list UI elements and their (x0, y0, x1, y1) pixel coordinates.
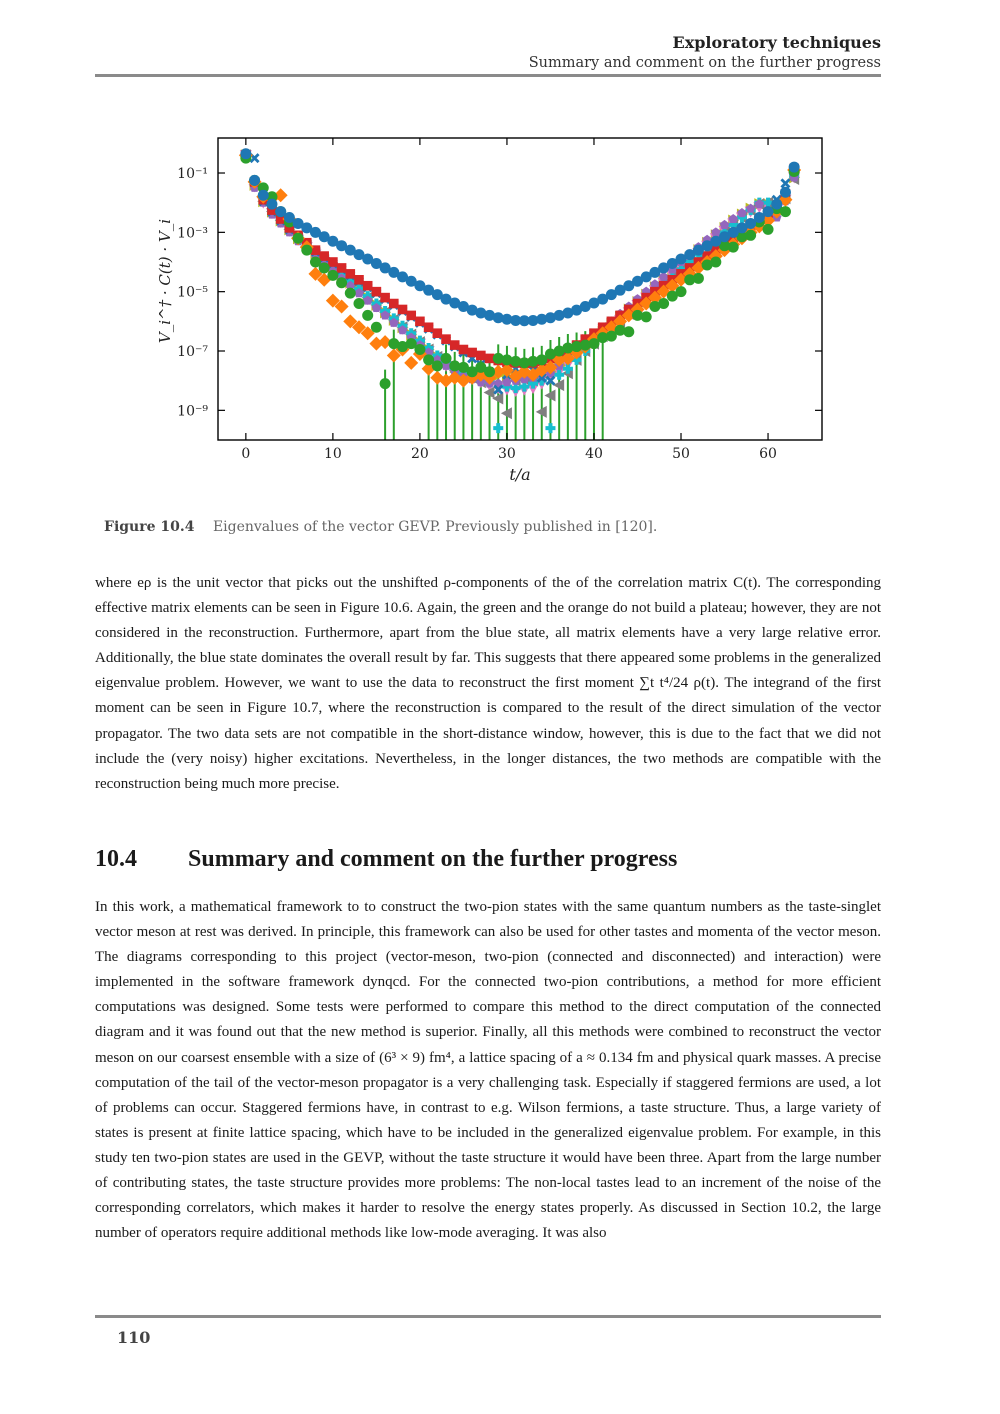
x-tick-label: 10 (323, 446, 342, 462)
data-point (354, 275, 364, 285)
series-state-1-blue-circle (240, 148, 799, 326)
data-point (780, 187, 791, 198)
figure-label: Figure 10.4 (104, 519, 195, 535)
data-point (266, 199, 277, 210)
plot-frame (218, 138, 822, 440)
series-state-5-green-circle (240, 153, 799, 389)
series-state-7-cyan-plus (241, 150, 799, 433)
data-point (728, 214, 738, 223)
data-point (676, 286, 687, 297)
y-axis-label: V_i^† · C(t) · V_i (156, 218, 174, 344)
data-point (380, 293, 390, 303)
data-point (371, 322, 382, 333)
data-point (693, 273, 704, 284)
data-point (623, 326, 634, 337)
data-point (336, 277, 347, 288)
data-point (476, 351, 486, 361)
data-point (404, 356, 418, 370)
y-tick-label: 10⁻⁵ (177, 284, 208, 301)
data-point (432, 360, 443, 371)
data-point (433, 328, 443, 338)
eigenvalue-chart (0, 0, 1000, 500)
data-point (301, 245, 312, 256)
data-point (328, 257, 338, 267)
data-point (319, 251, 329, 261)
data-point (771, 199, 782, 210)
data-point (337, 263, 347, 273)
data-point (293, 233, 304, 244)
figure-caption-text: Eigenvalues of the vector GEVP. Previously published in [120]. (212, 519, 658, 535)
data-point (545, 423, 555, 433)
data-point (780, 206, 791, 217)
data-point (363, 281, 373, 291)
footer-rule (95, 1315, 881, 1318)
data-point (493, 423, 503, 433)
running-head-section: Summary and comment on the further progress (528, 55, 881, 71)
x-tick-label: 40 (585, 446, 603, 462)
data-point (327, 270, 338, 281)
data-point (415, 317, 425, 327)
x-tick-label: 60 (759, 446, 777, 462)
paragraph-summary (95, 895, 881, 1246)
data-point (345, 288, 356, 299)
x-tick-label: 30 (498, 446, 516, 462)
data-point (441, 353, 452, 364)
paragraph-gevp-discussion (95, 571, 881, 797)
data-point (710, 257, 721, 268)
data-point (258, 190, 269, 201)
paragraph-text: In this work, a mathematical framework to to construct the two-pion states with the same quantum numbers as the taste-singlet vector meson at rest was derived. In principle, this framework can also be used for other tastes and momenta of the vector meson. The diagrams corresponding to this project (vector-meson, two-pion (connected and disconnected) and interaction) were implemented in the software framework dynqcd. For the connected two-pion contributions, a method for more efficient computations was designed. Some tests were performed to compare this method to the direct computation of the connected diagram and it was found out that the new method is superior. Finally, all this methods were combined to reconstruct the vector meson on our coarsest ensemble with a size of (6³ × 9) fm⁴, a lattice spacing of a ≈ 0.134 fm and physical quark masses. A precise computation of the tail of the vector-meson propagator is a very challenging task. Especially if staggered fermions are used, a lot of problems can occur. Staggered fermions have, in contrast to e.g. Wilson fermions, a taste structure. Thus, a large variety of states is present at finite lattice spacing, which have to be included in the generalized eigenvalue problem. For example, in this study ten two-pion states are used in the GEVP, without the taste structure it would have been three. Apart from the large number of contributing states, the taste structure provides more problems: The non-local tastes lead to an increment of the noise of the corresponding correlators, which makes it harder to resolve the energy states properly. As discussed in Section 10.2, the large number of operators require additional methods like low-mode averaging. It was also (95, 899, 881, 1242)
data-point (641, 311, 652, 322)
data-point (658, 298, 669, 309)
data-point (414, 344, 425, 355)
x-axis-label: t/a (509, 465, 531, 484)
data-point (353, 298, 364, 309)
data-point (728, 242, 739, 253)
figure-caption (104, 519, 657, 535)
x-tick-label: 20 (410, 446, 429, 462)
data-point (459, 345, 469, 355)
data-point (319, 262, 330, 273)
data-point (424, 322, 434, 332)
data-point (240, 148, 251, 159)
data-point (441, 334, 451, 344)
data-point (372, 287, 382, 297)
data-point (763, 206, 774, 217)
plot-area (239, 148, 801, 445)
data-point (720, 220, 730, 229)
data-point (467, 348, 477, 358)
data-point (763, 224, 774, 235)
data-point (484, 366, 495, 377)
data-point (450, 340, 460, 350)
data-point (737, 208, 747, 217)
y-tick-label: 10⁻⁷ (177, 344, 208, 361)
section-heading (95, 846, 677, 873)
y-tick-label: 10⁻⁹ (177, 403, 208, 420)
data-point (745, 230, 756, 241)
y-tick-label: 10⁻³ (177, 225, 208, 242)
x-tick-label: 0 (241, 446, 251, 462)
paragraph-text: where eρ is the unit vector that picks out the unshifted ρ-components of the of the correlation matrix C(t). The corresponding effective matrix elements can be seen in Figure 10.6. Again, the green and the orange do not build a plateau; however, they are not considered in the reconstruction. Furthermore, apart from the blue state, all matrix elements have a very large relative error. Additionally, the blue state dominates the overall result by far. This suggests that there appeared some problems in the generalized eigenvalue problem. However, we want to use the data to reconstruct the first moment ∑t t⁴/24 ρ(t). The integrand of the first moment can be seen in Figure 10.7, where the reconstruction is compared to the result of the direct simulation of the vector propagator. The two data sets are not compatible in the short-distance window, however, this is due to the fact that we did not include the (very noisy) higher excitations. Nevertheless, in the longer distances, the two methods are compatible with the reconstruction being much more precise. (95, 575, 881, 792)
section-title: Summary and comment on the further progress (188, 846, 678, 872)
data-point (398, 305, 408, 315)
figure-10-4 (0, 0, 1000, 500)
data-point (380, 378, 391, 389)
section-number: 10.4 (95, 846, 137, 872)
x-tick-label: 50 (672, 446, 690, 462)
data-point (389, 299, 399, 309)
data-point (406, 311, 416, 321)
data-point (711, 227, 721, 236)
data-point (249, 175, 260, 186)
data-point (789, 162, 800, 173)
page-number: 110 (117, 1328, 151, 1347)
data-point (362, 310, 373, 321)
data-point (345, 269, 355, 279)
running-head-chapter: Exploratory techniques (672, 33, 881, 52)
y-tick-label: 10⁻¹ (177, 166, 208, 183)
